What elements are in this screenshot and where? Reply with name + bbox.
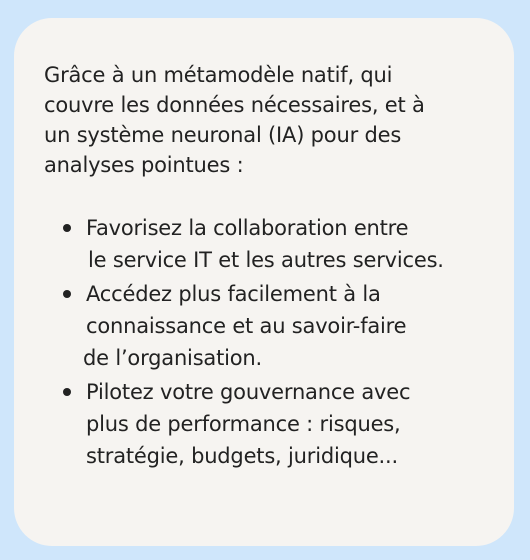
list-item-line: le service IT et les autres services. [88,248,444,272]
list-item-line: Pilotez votre gouvernance avec [86,380,411,404]
intro-paragraph [44,60,474,180]
intro-line: Grâce à un métamodèle natif, qui [44,63,393,87]
bullet-dot-icon [63,388,71,396]
list-item-line: Accédez plus facilement à la [86,282,381,306]
list-item-line: connaissance et au savoir-faire [86,314,407,338]
list-item-line: plus de performance : risques, [86,412,401,436]
bullet-dot-icon [63,224,71,232]
bullet-dot-icon [63,290,71,298]
list-item-line: Favorisez la collaboration entre [86,216,409,240]
list-item-line: de l’organisation. [83,346,263,370]
list-item [44,376,486,472]
list-item [44,212,486,276]
list-item [44,278,486,374]
list-item-line: stratégie, budgets, juridique... [86,444,398,468]
intro-line: couvre les données nécessaires, et à [44,93,425,117]
benefits-list [44,212,486,472]
intro-line: analyses pointues : [44,153,244,177]
intro-line: un système neuronal (IA) pour des [44,123,402,147]
info-card [14,18,514,546]
